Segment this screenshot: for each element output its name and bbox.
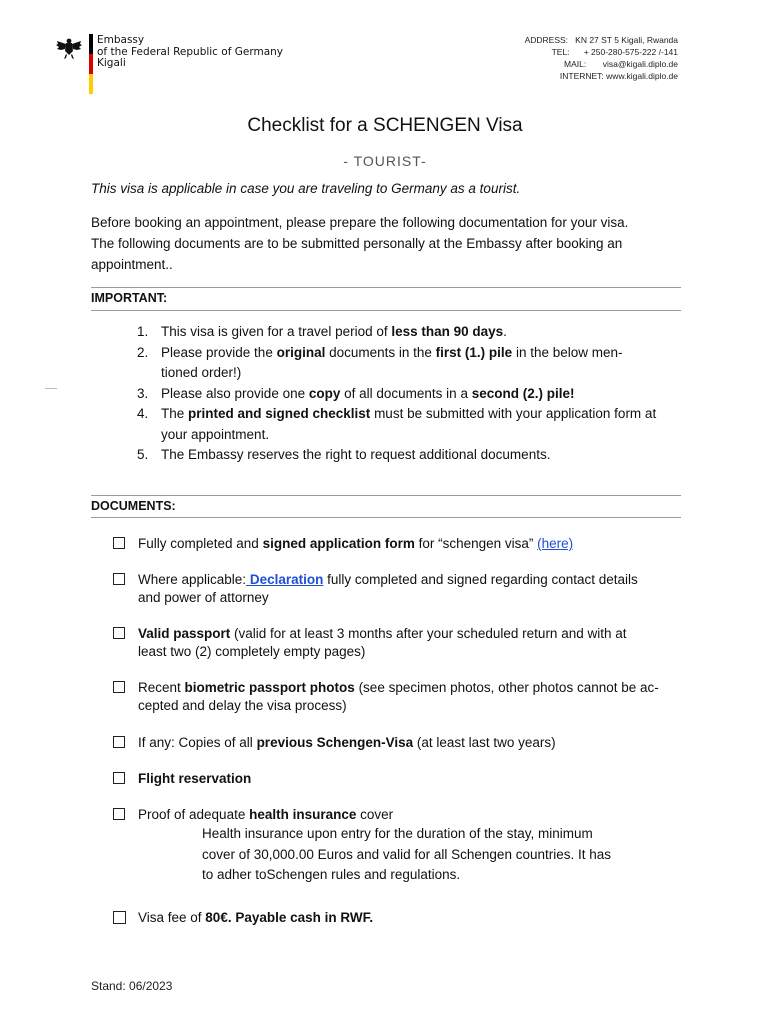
page-title: Checklist for a SCHENGEN Visa [247,115,523,136]
checklist-item-visa-fee: Visa fee of 80€. Payable cash in RWF. [113,909,683,927]
documents-heading: DOCUMENTS: [91,499,176,513]
important-heading: IMPORTANT: [91,291,168,305]
address-value: KN 27 ST 5 Kigali, Rwanda [575,35,678,45]
para-line-1: Before booking an appointment, please prepare the following documentation for your visa. [91,215,629,230]
checkbox[interactable] [113,537,125,549]
divider [91,310,681,311]
checklist-item-photos: Recent biometric passport photos (see specimen photos, other photos cannot be ac- cepted and delay the visa process) [113,679,683,715]
internet-label: INTERNET: [559,71,604,81]
internet-value: www.kigali.diplo.de [606,71,678,81]
margin-mark [45,388,57,389]
eagle-emblem-icon [56,36,82,60]
embassy-line-1: Embassy [97,34,145,46]
footer-date: Stand: 06/2023 [91,979,173,993]
flag-bar [89,34,93,94]
checklist-item-passport: Valid passport (valid for at least 3 months after your scheduled return and with at least two (2) completely empty pages) [113,625,683,661]
mail-value: visa@kigali.diplo.de [602,59,678,69]
checklist-item-previous-visa: If any: Copies of all previous Schengen-Visa (at least last two years) [113,734,683,752]
checklist-item-application-form: Fully completed and signed application form for “schengen visa” (here) [113,535,683,553]
checkbox[interactable] [113,627,125,639]
checklist-item-flight: Flight reservation [113,770,683,788]
checkbox[interactable] [113,681,125,693]
checkbox[interactable] [113,808,125,820]
divider [91,287,681,288]
intro-text: This visa is applicable in case you are traveling to Germany as a tourist. [91,181,521,196]
divider [91,517,681,518]
tel-value: + 250-280-575-222 /-141 [583,47,678,57]
declaration-link[interactable]: Declaration [246,572,324,587]
divider [91,495,681,496]
checkbox[interactable] [113,573,125,585]
address-label: ADDRESS: [524,35,569,45]
checklist-item-health-insurance: Proof of adequate health insurance cover Health insurance upon entry for the duration of the stay, minimum cover of 30,000.00 Euros and valid for all Schengen countries. It has to adher toSchengen rules and regulations. [113,806,683,886]
mail-label: MAIL: [564,59,587,69]
checklist-item-declaration: Where applicable: Declaration fully completed and signed regarding contact details and power of attorney [113,571,683,607]
embassy-line-3: Kigali [97,57,126,69]
embassy-name [97,35,283,70]
checkbox[interactable] [113,772,125,784]
embassy-line-2: of the Federal Republic of Germany [97,45,284,58]
contact-block [525,34,678,82]
para-line-3: appointment.. [91,257,173,272]
application-form-link[interactable]: (here) [537,536,574,551]
para-line-2: The following documents are to be submitted personally at the Embassy after booking an [91,236,623,251]
list-item: 1. This visa is given for a travel period of less than 90 days. [137,324,507,339]
instructions-paragraph [91,212,691,275]
tel-label: TEL: [551,47,570,57]
list-item: 3. Please also provide one copy of all documents in a second (2.) pile! [137,385,575,401]
list-item: 5. The Embassy reserves the right to request additional documents. [137,447,551,462]
checkbox[interactable] [113,736,125,748]
important-list [137,322,685,466]
page-subtitle: - TOURIST- [343,153,427,169]
list-item: 2. Please provide the original documents in the first (1.) pile in the below men- tioned order!) [137,344,623,380]
list-item: 4. The printed and signed checklist must be submitted with your application form at your appointment. [137,406,657,442]
checkbox[interactable] [113,911,126,924]
